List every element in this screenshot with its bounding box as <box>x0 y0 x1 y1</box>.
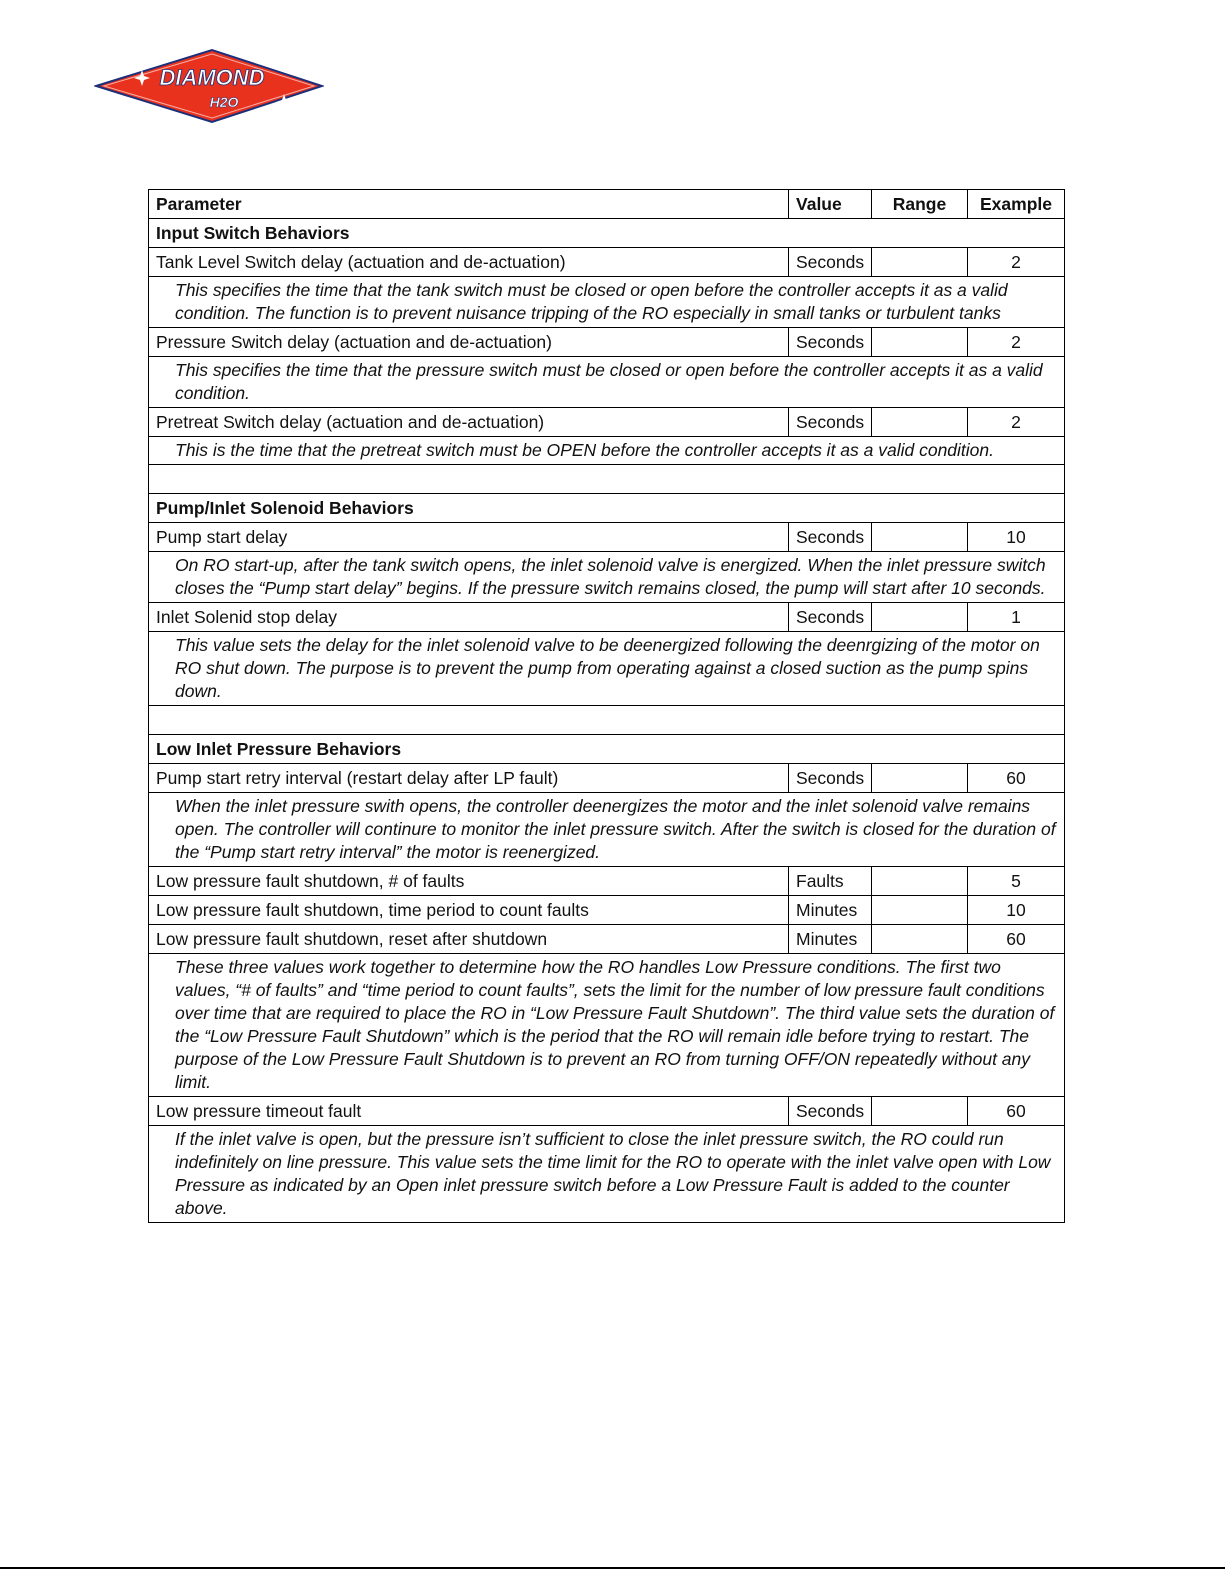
section-title-input-switch: Input Switch Behaviors <box>149 219 1065 248</box>
header-range: Range <box>872 190 968 219</box>
description-row <box>149 277 1065 328</box>
description-cell: This value sets the delay for the inlet solenoid valve to be deenergized following the deenrgizing of the motor on RO shut down. The purpose is to prevent the pump from operating against a closed suction as the pump spins down. <box>149 632 1065 706</box>
value-cell: Faults <box>789 867 872 896</box>
spacer-row <box>149 706 1065 735</box>
section-row <box>149 735 1065 764</box>
description-row <box>149 552 1065 603</box>
header-parameter: Parameter <box>149 190 789 219</box>
value-cell: Minutes <box>789 896 872 925</box>
description-row <box>149 357 1065 408</box>
example-cell: 5 <box>968 867 1065 896</box>
range-cell <box>872 603 968 632</box>
value-cell: Seconds <box>789 248 872 277</box>
spacer-cell <box>149 706 1065 735</box>
section-title-low-inlet: Low Inlet Pressure Behaviors <box>149 735 1065 764</box>
parameter-cell: Low pressure fault shutdown, # of faults <box>149 867 789 896</box>
range-cell <box>872 523 968 552</box>
table-row <box>149 523 1065 552</box>
parameter-cell: Pump start retry interval (restart delay after LP fault) <box>149 764 789 793</box>
logo-subtext: H2O <box>209 94 239 110</box>
value-cell: Seconds <box>789 603 872 632</box>
table-row <box>149 328 1065 357</box>
header-value: Value <box>789 190 872 219</box>
section-title-pump-inlet: Pump/Inlet Solenoid Behaviors <box>149 494 1065 523</box>
value-cell: Seconds <box>789 764 872 793</box>
range-cell <box>872 328 968 357</box>
diamond-h2o-logo <box>94 48 324 124</box>
example-cell: 2 <box>968 408 1065 437</box>
example-cell: 1 <box>968 603 1065 632</box>
table-row <box>149 764 1065 793</box>
description-row <box>149 793 1065 867</box>
parameter-cell: Pump start delay <box>149 523 789 552</box>
table-row <box>149 896 1065 925</box>
description-cell: When the inlet pressure swith opens, the controller deenergizes the motor and the inlet solenoid valve remains open. The controller will continure to monitor the inlet pressure switch. After the switch is closed for the duration of the “Pump start retry interval” the motor is reenergized. <box>149 793 1065 867</box>
example-cell: 60 <box>968 764 1065 793</box>
example-cell: 10 <box>968 896 1065 925</box>
range-cell <box>872 925 968 954</box>
table-row <box>149 867 1065 896</box>
description-cell: These three values work together to determine how the RO handles Low Pressure conditions. The first two values, “# of faults” and “time period to count faults”, sets the limit for the number of low pressure fault conditions over time that are required to place the RO in “Low Pressure Fault Shutdown”. The third value sets the duration of the “Low Pressure Fault Shutdown” which is the period that the RO will remain idle before trying to restart. The purpose of the Low Pressure Fault Shutdown is to prevent an RO from turning OFF/ON repeatedly without any limit. <box>149 954 1065 1097</box>
range-cell <box>872 764 968 793</box>
parameter-cell: Inlet Solenid stop delay <box>149 603 789 632</box>
parameter-cell: Pressure Switch delay (actuation and de-actuation) <box>149 328 789 357</box>
description-cell: This specifies the time that the tank switch must be closed or open before the controller accepts it as a valid condition. The function is to prevent nuisance tripping of the RO especially in small tanks or turbulent tanks <box>149 277 1065 328</box>
parameter-table <box>148 189 1065 1223</box>
description-cell: This is the time that the pretreat switch must be OPEN before the controller accepts it as a valid condition. <box>149 437 1065 465</box>
parameter-cell: Low pressure timeout fault <box>149 1097 789 1126</box>
parameter-cell: Pretreat Switch delay (actuation and de-actuation) <box>149 408 789 437</box>
description-row <box>149 1126 1065 1223</box>
section-row <box>149 219 1065 248</box>
parameter-cell: Low pressure fault shutdown, time period to count faults <box>149 896 789 925</box>
range-cell <box>872 896 968 925</box>
example-cell: 2 <box>968 248 1065 277</box>
description-row <box>149 954 1065 1097</box>
table-row <box>149 248 1065 277</box>
spacer-row <box>149 465 1065 494</box>
range-cell <box>872 867 968 896</box>
example-cell: 10 <box>968 523 1065 552</box>
description-cell: This specifies the time that the pressure switch must be closed or open before the controller accepts it as a valid condition. <box>149 357 1065 408</box>
description-row <box>149 437 1065 465</box>
range-cell <box>872 248 968 277</box>
table-row <box>149 1097 1065 1126</box>
table-row <box>149 408 1065 437</box>
example-cell: 2 <box>968 328 1065 357</box>
value-cell: Minutes <box>789 925 872 954</box>
range-cell <box>872 408 968 437</box>
description-cell: On RO start-up, after the tank switch opens, the inlet solenoid valve is energized. When the inlet pressure switch closes the “Pump start delay” begins. If the pressure switch remains closed, the pump will start after 10 seconds. <box>149 552 1065 603</box>
header-example: Example <box>968 190 1065 219</box>
description-cell: If the inlet valve is open, but the pressure isn’t sufficient to close the inlet pressure switch, the RO could run indefinitely on line pressure. This value sets the time limit for the RO to operate with the inlet valve open with Low Pressure as indicated by an Open inlet pressure switch before a Low Pressure Fault is added to the counter above. <box>149 1126 1065 1223</box>
table-header-row <box>149 190 1065 219</box>
value-cell: Seconds <box>789 408 872 437</box>
parameter-cell: Low pressure fault shutdown, reset after shutdown <box>149 925 789 954</box>
page-bottom-rule <box>0 1567 1225 1569</box>
range-cell <box>872 1097 968 1126</box>
parameter-cell: Tank Level Switch delay (actuation and de-actuation) <box>149 248 789 277</box>
value-cell: Seconds <box>789 523 872 552</box>
spacer-cell <box>149 465 1065 494</box>
description-row <box>149 632 1065 706</box>
example-cell: 60 <box>968 1097 1065 1126</box>
table-row <box>149 603 1065 632</box>
table-row <box>149 925 1065 954</box>
value-cell: Seconds <box>789 1097 872 1126</box>
section-row <box>149 494 1065 523</box>
example-cell: 60 <box>968 925 1065 954</box>
logo-text: DIAMOND <box>159 65 265 90</box>
value-cell: Seconds <box>789 328 872 357</box>
